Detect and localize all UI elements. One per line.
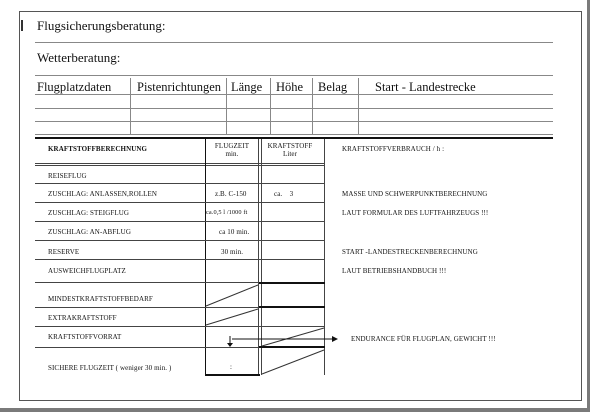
wetter-heading: Wetterberatung: [37, 50, 121, 65]
sichere-time-box-bottom [205, 374, 260, 376]
col-hoehe: Höhe [276, 80, 304, 94]
fuel-row-rule [35, 259, 325, 260]
airfield-rule [35, 121, 553, 122]
airfield-rule [35, 134, 553, 135]
note-start-lande: START -LANDESTRECKENBERECHNUNG [342, 248, 478, 256]
flugsicherung-heading: Flugsicherungsberatung: [37, 18, 166, 33]
flugzeit-column-line [205, 139, 206, 375]
airfield-divider [358, 78, 359, 134]
fuel-row-rule [35, 240, 325, 241]
row-label-kraftstoffvorrat: KRAFTSTOFFVORRAT [48, 333, 122, 341]
mindest-time-diagonal [206, 284, 258, 307]
row-label-ausweichflugplatz: AUSWEICHFLUGPLATZ [48, 267, 126, 275]
verbrauch-header: KRAFTSTOFFVERBRAUCH / h : [342, 145, 445, 153]
flugzeit-label: FLUGZEIT [214, 142, 250, 150]
extra-time-diagonal [206, 308, 258, 326]
row-label-an-abflug: ZUSCHLAG: AN-ABFLUG [48, 228, 131, 236]
note-laut-formular: LAUT FORMULAR DES LUFTFAHRZEUGS !!! [342, 209, 489, 217]
time-value-an-abflug: ca 10 min. [219, 228, 250, 236]
note-endurance: ENDURANCE FÜR FLUGPLAN, GEWICHT !!! [351, 335, 496, 343]
kraftstoff-header [262, 142, 318, 158]
airfield-rule [35, 94, 553, 95]
row-label-anlassen: ZUSCHLAG: ANLASSEN,ROLLEN [48, 190, 158, 198]
note-masse: MASSE UND SCHWERPUNKTBERECHNUNG [342, 190, 488, 198]
fuel-header-rule [35, 165, 325, 166]
flugzeit-header [206, 142, 258, 158]
col-belag: Belag [318, 80, 348, 94]
fuel-table-top-rule [35, 137, 553, 139]
airfield-rule [35, 108, 553, 109]
margin-mark [21, 20, 23, 31]
heading-underline-1 [35, 42, 553, 43]
col-pistenrichtungen: Pistenrichtungen [137, 80, 222, 94]
airfield-divider [130, 78, 131, 134]
col-laenge: Länge [231, 80, 263, 94]
fuel-row-rule [35, 221, 325, 222]
fuel-table-title: KRAFTSTOFFBERECHNUNG [48, 145, 148, 153]
col-flugplatzdaten: Flugplatzdaten [37, 80, 112, 94]
row-label-reiseflug: REISEFLUG [48, 172, 87, 180]
row-label-extrakraftstoff: EXTRAKRAFTSTOFF [48, 314, 117, 322]
airfield-divider [312, 78, 313, 134]
fuel-value-anlassen: ca. 3 [274, 190, 294, 198]
row-label-reserve: RESERVE [48, 248, 80, 256]
arrow-right-icon [232, 335, 340, 343]
time-value-sichere: : [230, 363, 233, 371]
fuel-row-rule [35, 202, 325, 203]
heading-underline-2 [35, 75, 553, 76]
mindest-fuel-box-top [259, 282, 325, 284]
row-label-sichere-flugzeit: SICHERE FLUGZEIT ( weniger 30 min. ) [48, 364, 172, 372]
sichere-fuel-diagonal [262, 349, 324, 375]
kraftstoff-unit: Liter [282, 150, 298, 158]
flugzeit-unit: min. [225, 150, 239, 158]
time-value-anlassen: z.B. C-150 [215, 190, 247, 198]
time-value-reserve: 30 min. [221, 248, 244, 256]
note-laut-betrieb: LAUT BETRIEBSHANDBUCH !!! [342, 267, 447, 275]
kraftstoff-label: KRAFTSTOFF [267, 142, 313, 150]
mindest-fuel-box-bottom [259, 306, 325, 308]
row-label-mindestkraftstoff: MINDESTKRAFTSTOFFBEDARF [48, 295, 153, 303]
airfield-divider [226, 78, 227, 134]
row-label-steigflug: ZUSCHLAG: STEIGFLUG [48, 209, 130, 217]
fuel-header-rule [35, 163, 325, 164]
col-start-landestrecke: Start - Landestrecke [375, 80, 476, 94]
airfield-divider [270, 78, 271, 134]
time-value-steigflug: ca.0,5 l /1000 ft [206, 209, 248, 216]
fuel-row-rule [35, 183, 325, 184]
